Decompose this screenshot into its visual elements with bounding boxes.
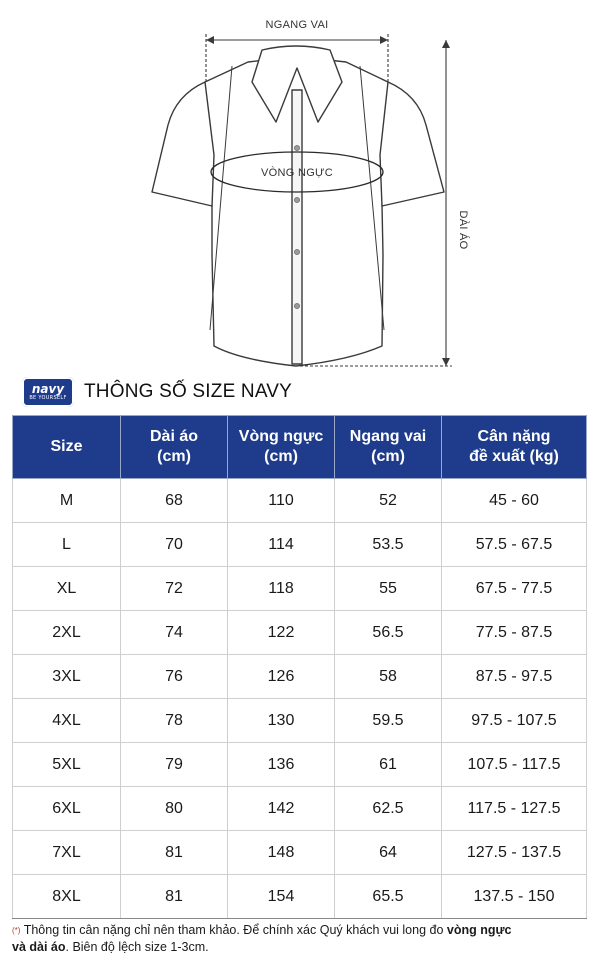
- table-cell: 97.5 - 107.5: [442, 699, 587, 743]
- table-body: [13, 479, 587, 919]
- shirt-measurement-diagram: [0, 0, 600, 372]
- footnote-mark: (*): [12, 926, 21, 935]
- table-cell: 127.5 - 137.5: [442, 831, 587, 875]
- table-cell: 79: [121, 743, 228, 787]
- table-cell: 62.5: [335, 787, 442, 831]
- table-cell: 107.5 - 117.5: [442, 743, 587, 787]
- size-cell: XL: [13, 567, 121, 611]
- table-cell: 56.5: [335, 611, 442, 655]
- footnote-tail: . Biên độ lệch size 1-3cm.: [65, 940, 209, 954]
- table-cell: 148: [228, 831, 335, 875]
- table-cell: 114: [228, 523, 335, 567]
- footnote-text: Thông tin cân nặng chỉ nên tham khảo. Để chính xác Quý khách vui long đo: [23, 923, 447, 937]
- table-row: [13, 875, 587, 919]
- shoulder-label: NGANG VAI: [265, 19, 329, 31]
- column-header-line: (cm): [371, 448, 405, 465]
- table-cell: 81: [121, 875, 228, 919]
- table-row: [13, 655, 587, 699]
- table-cell: 81: [121, 831, 228, 875]
- table-cell: 118: [228, 567, 335, 611]
- column-header-line: (cm): [157, 448, 191, 465]
- table-cell: 126: [228, 655, 335, 699]
- column-header: [442, 416, 587, 479]
- table-row: [13, 567, 587, 611]
- table-cell: 142: [228, 787, 335, 831]
- table-cell: 61: [335, 743, 442, 787]
- navy-logo: navy BE YOURSELF: [22, 377, 74, 407]
- column-header-line: Size: [50, 438, 83, 455]
- table-cell: 76: [121, 655, 228, 699]
- footnote-bold-length: và dài áo: [12, 940, 66, 954]
- table-row: [13, 479, 587, 523]
- column-header-line: Dài áo: [149, 428, 198, 445]
- column-header-line: Vòng ngực: [238, 428, 324, 445]
- chest-label: VÒNG NGỰC: [261, 167, 333, 179]
- column-header: [121, 416, 228, 479]
- table-row: [13, 831, 587, 875]
- table-row: [13, 699, 587, 743]
- column-header: [13, 416, 121, 479]
- table-header-row: [13, 416, 587, 479]
- footnote-bold-chest: vòng ngực: [446, 923, 512, 937]
- table-cell: 122: [228, 611, 335, 655]
- table-cell: 68: [121, 479, 228, 523]
- shirt-placket: [292, 90, 302, 364]
- size-cell: 3XL: [13, 655, 121, 699]
- table-cell: 59.5: [335, 699, 442, 743]
- table-cell: 136: [228, 743, 335, 787]
- size-cell: L: [13, 523, 121, 567]
- table-cell: 58: [335, 655, 442, 699]
- size-cell: M: [13, 479, 121, 523]
- table-row: [13, 743, 587, 787]
- column-header-line: đề xuất (kg): [469, 448, 559, 465]
- table-cell: 52: [335, 479, 442, 523]
- table-row: [13, 523, 587, 567]
- page-title: THÔNG SỐ SIZE NAVY: [84, 381, 293, 402]
- column-header: [228, 416, 335, 479]
- table-cell: 137.5 - 150: [442, 875, 587, 919]
- table-row: [13, 611, 587, 655]
- table-cell: 64: [335, 831, 442, 875]
- table-cell: 117.5 - 127.5: [442, 787, 587, 831]
- column-header: [335, 416, 442, 479]
- size-cell: 2XL: [13, 611, 121, 655]
- table-cell: 57.5 - 67.5: [442, 523, 587, 567]
- footnote: [12, 922, 592, 956]
- size-cell: 4XL: [13, 699, 121, 743]
- table-cell: 80: [121, 787, 228, 831]
- table-cell: 87.5 - 97.5: [442, 655, 587, 699]
- column-header-line: (cm): [264, 448, 298, 465]
- table-row: [13, 787, 587, 831]
- shirt-left-sleeve: [152, 82, 214, 206]
- size-cell: 6XL: [13, 787, 121, 831]
- column-header-line: Cân nặng: [477, 428, 551, 445]
- table-cell: 110: [228, 479, 335, 523]
- table-cell: 78: [121, 699, 228, 743]
- table-cell: 154: [228, 875, 335, 919]
- table-cell: 55: [335, 567, 442, 611]
- table-cell: 130: [228, 699, 335, 743]
- shirt-right-sleeve: [380, 82, 444, 206]
- table-cell: 67.5 - 77.5: [442, 567, 587, 611]
- table-cell: 45 - 60: [442, 479, 587, 523]
- brand-row: [22, 376, 292, 408]
- table-cell: 74: [121, 611, 228, 655]
- size-cell: 8XL: [13, 875, 121, 919]
- table-cell: 70: [121, 523, 228, 567]
- size-cell: 5XL: [13, 743, 121, 787]
- table-cell: 77.5 - 87.5: [442, 611, 587, 655]
- size-chart-table: [12, 415, 587, 919]
- table-cell: 65.5: [335, 875, 442, 919]
- column-header-line: Ngang vai: [349, 428, 427, 445]
- table-cell: 72: [121, 567, 228, 611]
- table-cell: 53.5: [335, 523, 442, 567]
- size-cell: 7XL: [13, 831, 121, 875]
- length-label: DÀI ÁO: [457, 210, 469, 250]
